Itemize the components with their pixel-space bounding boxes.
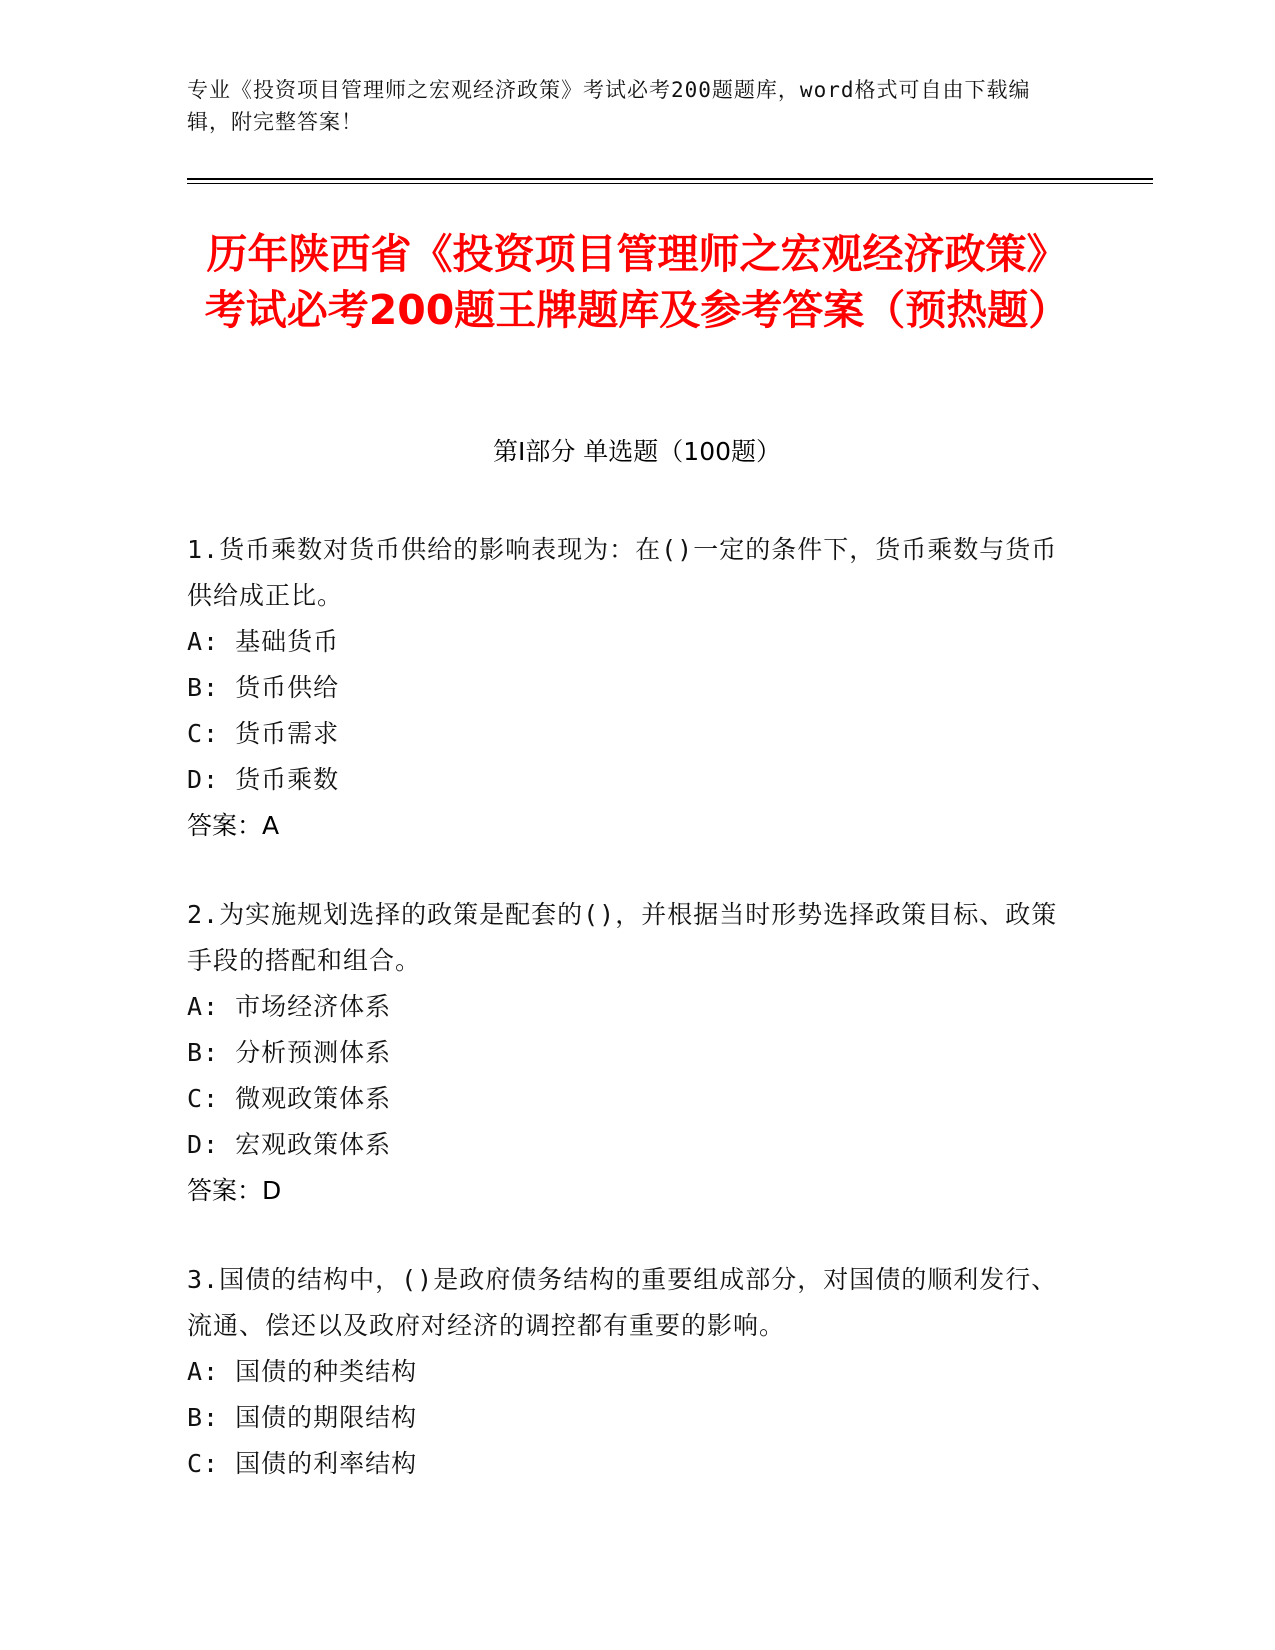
header-note: 专业《投资项目管理师之宏观经济政策》考试必考200题题库，word格式可自由下载编辑，附完整答案！ (187, 78, 1031, 134)
question-item (187, 1257, 1067, 1487)
question-item (187, 527, 1067, 849)
option-d: D: 宏观政策体系 (187, 1130, 392, 1159)
option-b: B: 货币供给 (187, 673, 340, 702)
question-stem: 3.国债的结构中，()是政府债务结构的重要组成部分，对国债的顺利发行、流通、偿还以及政府对经济的调控都有重要的影响。 (187, 1265, 1058, 1340)
section-title: 第I部分 单选题（100题） (492, 437, 782, 466)
answer-line: 答案：D (187, 1176, 282, 1205)
option-a: A: 基础货币 (187, 627, 340, 656)
document-title: 历年陕西省《投资项目管理师之宏观经济政策》考试必考200题王牌题库及参考答案（预热题） (204, 230, 1070, 334)
option-c: C: 国债的利率结构 (187, 1449, 418, 1478)
header-divider-thick (187, 178, 1153, 180)
option-b: B: 分析预测体系 (187, 1038, 392, 1067)
option-b: B: 国债的期限结构 (187, 1403, 418, 1432)
option-c: C: 货币需求 (187, 719, 340, 748)
question-stem: 1.货币乘数对货币供给的影响表现为：在()一定的条件下，货币乘数与货币供给成正比。 (187, 535, 1058, 610)
option-a: A: 市场经济体系 (187, 992, 392, 1021)
option-d: D: 货币乘数 (187, 765, 340, 794)
question-item (187, 892, 1067, 1214)
question-stem: 2.为实施规划选择的政策是配套的()，并根据当时形势选择政策目标、政策手段的搭配和组合。 (187, 900, 1058, 975)
option-c: C: 微观政策体系 (187, 1084, 392, 1113)
header-divider-thin (187, 183, 1153, 184)
answer-line: 答案：A (187, 811, 280, 840)
option-a: A: 国债的种类结构 (187, 1357, 418, 1386)
